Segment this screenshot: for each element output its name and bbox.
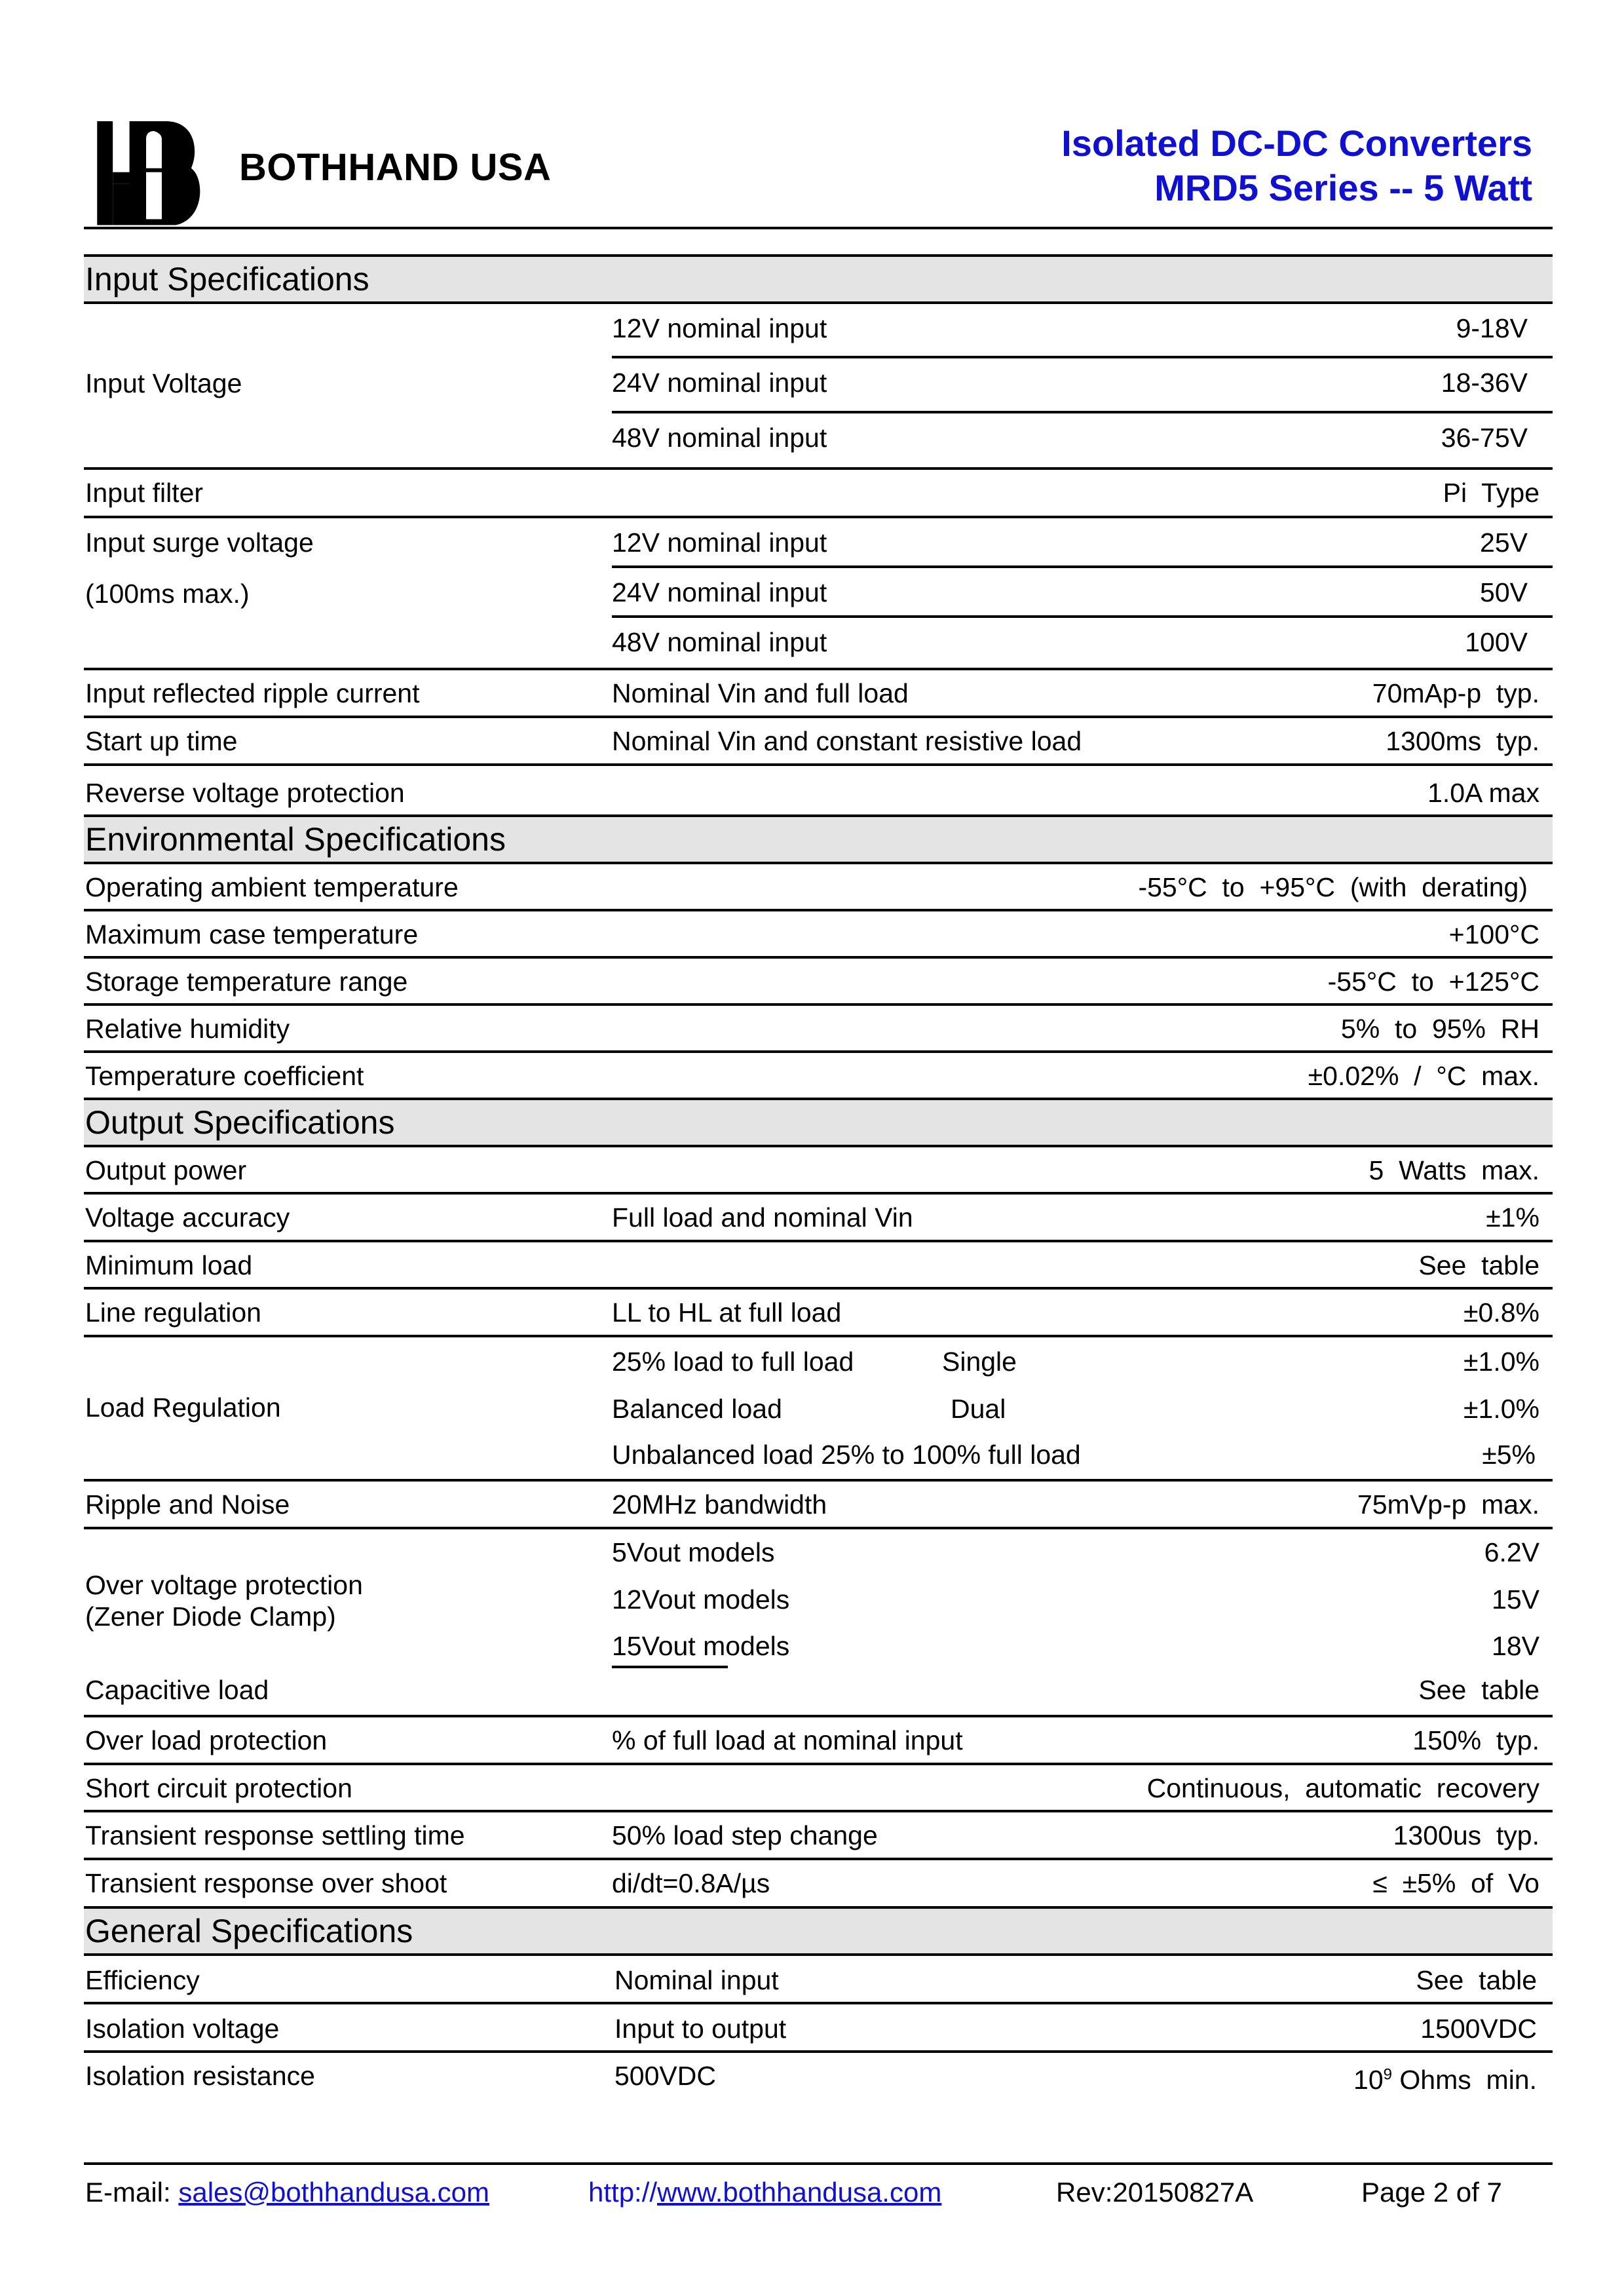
title-line-2: MRD5 Series -- 5 Watt [1154, 167, 1532, 208]
spec-label: Temperature coefficient [85, 1061, 364, 1091]
footer-divider [84, 2162, 1553, 2165]
header-divider [84, 227, 1553, 229]
spec-condition: Unbalanced load 25% to 100% full load [612, 1440, 1081, 1470]
spec-value: ±5% [1482, 1440, 1536, 1470]
spec-condition: Nominal Vin and constant resistive load [612, 726, 1082, 756]
spec-label: Input Voltage [85, 368, 242, 398]
spec-condition: 24V nominal input [612, 577, 827, 607]
row-ripple-noise [84, 1482, 1553, 1529]
website-link[interactable]: www.bothhandusa.com [657, 2177, 942, 2208]
section-output-heading: Output Specifications [84, 1098, 1553, 1147]
row-reverse-voltage [84, 766, 1553, 814]
row-isolation-voltage [84, 2004, 1553, 2053]
spec-value: 18V [1492, 1631, 1539, 1661]
spec-label: Reverse voltage protection [85, 778, 405, 808]
spec-value: See table [1416, 1965, 1537, 1995]
spec-label: Maximum case temperature [85, 919, 419, 949]
spec-label: Load Regulation [85, 1392, 281, 1423]
row-startup-time [84, 718, 1553, 766]
row-line-regulation [84, 1290, 1553, 1337]
spec-label: Over voltage protection [85, 1570, 363, 1600]
spec-value: 6.2V [1484, 1537, 1539, 1567]
spec-label: Isolation resistance [85, 2061, 315, 2091]
spec-value: 1300ms typ. [1386, 726, 1539, 756]
section-environmental-heading: Environmental Specifications [84, 814, 1553, 864]
spec-value: -55°C to +95°C (with derating) [1138, 872, 1528, 902]
spec-condition: Nominal input [614, 1965, 779, 1995]
spec-label: Operating ambient temperature [85, 872, 459, 902]
spec-type: Dual [951, 1394, 1006, 1424]
value-base: 10 [1353, 2065, 1384, 2095]
spec-condition: 5Vout models [612, 1537, 775, 1567]
row-minimum-load [84, 1242, 1553, 1290]
spec-label: Relative humidity [85, 1014, 290, 1044]
spec-label: Storage temperature range [85, 966, 408, 997]
spec-value: 75mVp-p max. [1357, 1489, 1539, 1520]
sub-row [612, 358, 1553, 413]
spec-label: Transient response over shoot [85, 1868, 447, 1898]
spec-label: Ripple and Noise [85, 1489, 290, 1520]
sub-row [612, 413, 1553, 467]
row-temp-coefficient [84, 1053, 1553, 1098]
spec-condition: 12V nominal input [612, 313, 827, 343]
spec-condition: 12Vout models [612, 1584, 790, 1615]
row-storage-temp [84, 959, 1553, 1006]
spec-condition: Input to output [614, 2014, 787, 2044]
row-over-voltage-protection [84, 1529, 1553, 1717]
spec-value: 50V [1480, 577, 1528, 607]
spec-label: Voltage accuracy [85, 1202, 290, 1233]
footer-website[interactable] [588, 2177, 941, 2208]
value-unit: Ohms min. [1392, 2065, 1537, 2095]
spec-label-note: (Zener Diode Clamp) [85, 1601, 336, 1632]
spec-value: ±1.0% [1463, 1347, 1539, 1377]
spec-value: -55°C to +125°C [1327, 966, 1539, 997]
row-output-power [84, 1147, 1553, 1195]
spec-value: ±0.02% / °C max. [1308, 1061, 1539, 1091]
spec-label: Line regulation [85, 1297, 261, 1328]
email-link[interactable]: sales@bothhandusa.com [178, 2177, 489, 2208]
document-title [1061, 121, 1532, 210]
spec-condition: Full load and nominal Vin [612, 1202, 913, 1233]
spec-label: Minimum load [85, 1250, 253, 1280]
row-settling-time [84, 1812, 1553, 1860]
spec-sheet [84, 254, 1553, 2105]
section-general-heading: General Specifications [84, 1906, 1553, 1956]
spec-condition: % of full load at nominal input [612, 1725, 963, 1755]
row-efficiency [84, 1956, 1553, 2004]
spec-condition: 48V nominal input [612, 627, 827, 657]
spec-label-note: (100ms max.) [85, 579, 250, 609]
spec-label: Capacitive load [85, 1675, 269, 1705]
page-number: Page 2 of 7 [1361, 2177, 1502, 2208]
spec-value: 1500VDC [1420, 2014, 1537, 2044]
row-input-ripple [84, 670, 1553, 718]
spec-label: Input surge voltage [85, 527, 314, 558]
spec-label: Output power [85, 1155, 247, 1185]
section-input-heading: Input Specifications [84, 254, 1553, 304]
sub-divider-ext [612, 1666, 728, 1668]
spec-value: 1300us typ. [1393, 1820, 1539, 1850]
spec-value: 18-36V [1441, 368, 1528, 398]
sub-row [612, 568, 1553, 618]
spec-value: 100V [1465, 627, 1528, 657]
sub-row [612, 304, 1553, 358]
spec-value: See table [1418, 1675, 1539, 1705]
row-input-filter [84, 470, 1553, 518]
spec-type: Single [942, 1347, 1017, 1377]
spec-value: ±1% [1486, 1202, 1539, 1233]
spec-value: Continuous, automatic recovery [1146, 1773, 1539, 1803]
spec-condition: Nominal Vin and full load [612, 678, 909, 708]
sub-row [612, 618, 1553, 668]
spec-value: +100°C [1448, 919, 1539, 949]
footer-email [85, 2177, 489, 2208]
spec-value: See table [1418, 1250, 1539, 1280]
spec-value: ≤ ±5% of Vo [1372, 1868, 1539, 1898]
spec-value: 1.0A max [1427, 778, 1539, 808]
sub-row [612, 518, 1553, 568]
spec-condition: di/dt=0.8A/µs [612, 1868, 770, 1898]
row-over-load-protection [84, 1717, 1553, 1765]
spec-condition: 48V nominal input [612, 423, 827, 453]
spec-value: ±1.0% [1463, 1394, 1539, 1424]
spec-condition: 12V nominal input [612, 527, 827, 558]
spec-condition: 25% load to full load [612, 1347, 854, 1377]
spec-label: Start up time [85, 726, 238, 756]
title-line-1: Isolated DC-DC Converters [1061, 123, 1532, 164]
spec-value [1353, 2065, 1537, 2095]
row-input-voltage [84, 304, 1553, 470]
row-load-regulation [84, 1337, 1553, 1482]
spec-value: 5 Watts max. [1369, 1155, 1539, 1185]
spec-value: 150% typ. [1412, 1725, 1539, 1755]
spec-label: Efficiency [85, 1965, 200, 1995]
website-prefix[interactable]: http:// [588, 2177, 658, 2208]
spec-label: Transient response settling time [85, 1820, 465, 1850]
spec-label: Over load protection [85, 1725, 328, 1755]
spec-condition: Balanced load [612, 1394, 782, 1424]
row-isolation-resistance [84, 2053, 1553, 2105]
spec-condition: 15Vout models [612, 1631, 790, 1661]
spec-value: 70mAp-p typ. [1372, 678, 1539, 708]
spec-condition: 20MHz bandwidth [612, 1489, 827, 1520]
row-short-circuit [84, 1765, 1553, 1812]
bothhand-logo-icon [97, 121, 205, 226]
spec-label: Isolation voltage [85, 2014, 280, 2044]
row-operating-temp [84, 864, 1553, 911]
brand-name: BOTHHAND USA [239, 146, 552, 189]
email-label: E-mail: [85, 2177, 179, 2208]
spec-condition: 500VDC [614, 2061, 716, 2091]
row-input-surge [84, 518, 1553, 670]
spec-value: 15V [1492, 1584, 1539, 1615]
spec-value: 5% to 95% RH [1340, 1014, 1539, 1044]
spec-value: 36-75V [1441, 423, 1528, 453]
row-relative-humidity [84, 1006, 1553, 1053]
revision: Rev:20150827A [1056, 2177, 1254, 2208]
spec-condition: 50% load step change [612, 1820, 878, 1850]
row-voltage-accuracy [84, 1195, 1553, 1242]
spec-label: Input filter [85, 478, 204, 508]
spec-value: Pi Type [1443, 478, 1539, 508]
spec-value: 9-18V [1456, 313, 1528, 343]
spec-condition: 24V nominal input [612, 368, 827, 398]
spec-value: ±0.8% [1463, 1297, 1539, 1328]
row-max-case-temp [84, 911, 1553, 959]
spec-label: Short circuit protection [85, 1773, 352, 1803]
spec-value: 25V [1480, 527, 1528, 558]
row-overshoot [84, 1860, 1553, 1906]
value-exponent: 9 [1383, 2065, 1393, 2084]
spec-label: Input reflected ripple current [85, 678, 420, 708]
spec-condition: LL to HL at full load [612, 1297, 842, 1328]
